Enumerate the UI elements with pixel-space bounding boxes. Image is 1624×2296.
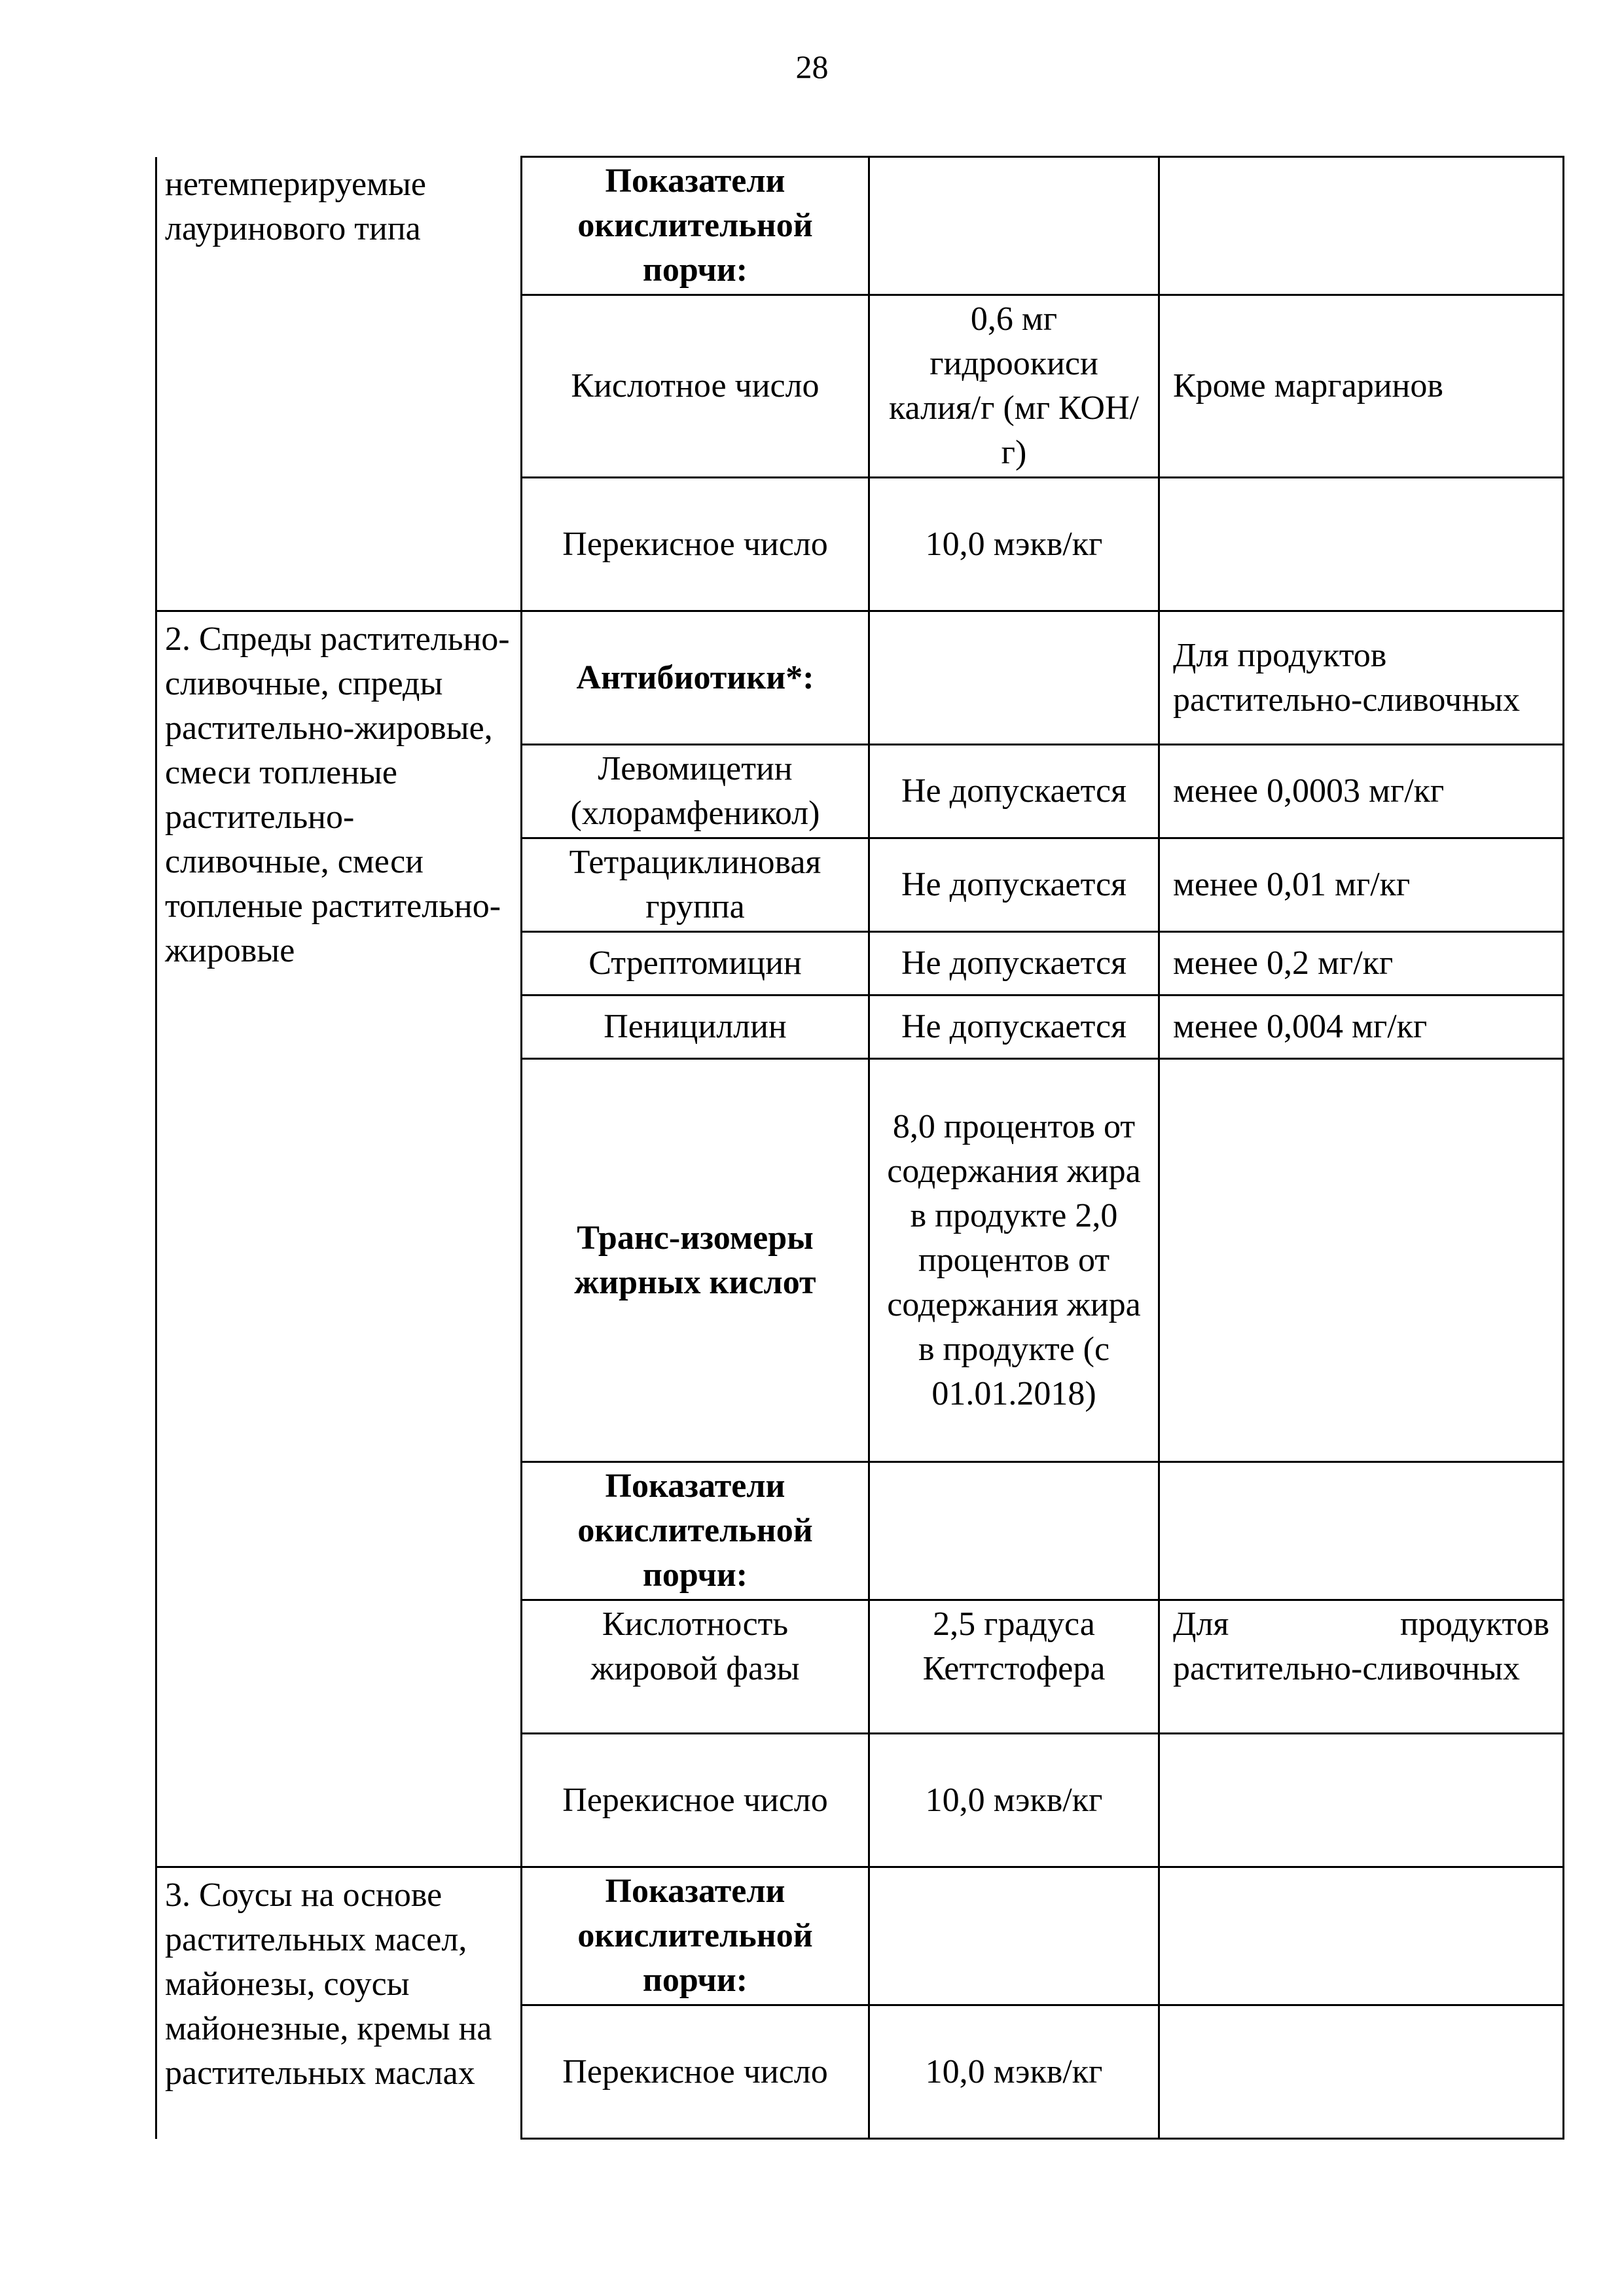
note-cell bbox=[1159, 1734, 1564, 1867]
param-cell: Перекисное число bbox=[522, 2005, 869, 2139]
param-cell: Стрептомицин bbox=[522, 932, 869, 996]
param-cell: Антибиотики*: bbox=[522, 611, 869, 745]
note-cell: менее 0,2 мг/кг bbox=[1159, 932, 1564, 996]
limit-cell: Не допускается bbox=[869, 996, 1159, 1059]
note-cell bbox=[1159, 1059, 1564, 1462]
param-cell: Тетрациклиновая группа bbox=[522, 838, 869, 932]
param-cell: Показатели окислительной порчи: bbox=[522, 157, 869, 295]
note-cell: Для продуктов растительно-сливочных bbox=[1159, 611, 1564, 745]
limit-cell: 0,6 мг гидроокиси калия/г (мг КОН/г) bbox=[869, 295, 1159, 478]
table-row bbox=[156, 1867, 1564, 2005]
limit-cell: 8,0 процентов от содержания жира в продукте 2,0 процентов от содержания жира в продукте (с 01.01.2018) bbox=[869, 1059, 1159, 1462]
page-number: 28 bbox=[795, 48, 829, 85]
limit-cell: 10,0 мэкв/кг bbox=[869, 478, 1159, 611]
note-cell: менее 0,0003 мг/кг bbox=[1159, 745, 1564, 838]
product-cell: нетемперируемые лауринового типа bbox=[156, 157, 522, 611]
limit-cell bbox=[869, 611, 1159, 745]
limit-cell: 2,5 градуса Кеттстофера bbox=[869, 1600, 1159, 1734]
note-cell bbox=[1159, 478, 1564, 611]
note-cell bbox=[1159, 157, 1564, 295]
note-cell: Для продуктов растительно-сливочных bbox=[1159, 1600, 1564, 1734]
table-row bbox=[156, 611, 1564, 745]
param-cell: Транс-изомеры жирных кислот bbox=[522, 1059, 869, 1462]
requirements-table bbox=[155, 156, 1564, 2140]
param-cell: Перекисное число bbox=[522, 1734, 869, 1867]
param-cell: Кислотное число bbox=[522, 295, 869, 478]
product-cell: 2. Спреды растительно-сливочные, спреды растительно-жировые, смеси топленые растительно-сливочные, смеси топленые растительно-жировые bbox=[156, 611, 522, 1867]
note-cell: менее 0,004 мг/кг bbox=[1159, 996, 1564, 1059]
note-cell bbox=[1159, 2005, 1564, 2139]
param-cell: Кислотность жировой фазы bbox=[522, 1600, 869, 1734]
note-cell: менее 0,01 мг/кг bbox=[1159, 838, 1564, 932]
note-cell: Кроме маргаринов bbox=[1159, 295, 1564, 478]
note-cell bbox=[1159, 1867, 1564, 2005]
limit-cell bbox=[869, 1462, 1159, 1600]
param-cell: Показатели окислительной порчи: bbox=[522, 1867, 869, 2005]
table-row bbox=[156, 157, 1564, 295]
limit-cell: Не допускается bbox=[869, 745, 1159, 838]
param-cell: Левомицетин (хлорамфеникол) bbox=[522, 745, 869, 838]
param-cell: Показатели окислительной порчи: bbox=[522, 1462, 869, 1600]
param-cell: Перекисное число bbox=[522, 478, 869, 611]
limit-cell bbox=[869, 1867, 1159, 2005]
limit-cell: Не допускается bbox=[869, 932, 1159, 996]
note-cell bbox=[1159, 1462, 1564, 1600]
limit-cell: Не допускается bbox=[869, 838, 1159, 932]
param-cell: Пенициллин bbox=[522, 996, 869, 1059]
product-cell: 3. Соусы на основе растительных масел, майонезы, соусы майонезные, кремы на растительных маслах bbox=[156, 1867, 522, 2139]
limit-cell: 10,0 мэкв/кг bbox=[869, 2005, 1159, 2139]
limit-cell: 10,0 мэкв/кг bbox=[869, 1734, 1159, 1867]
limit-cell bbox=[869, 157, 1159, 295]
